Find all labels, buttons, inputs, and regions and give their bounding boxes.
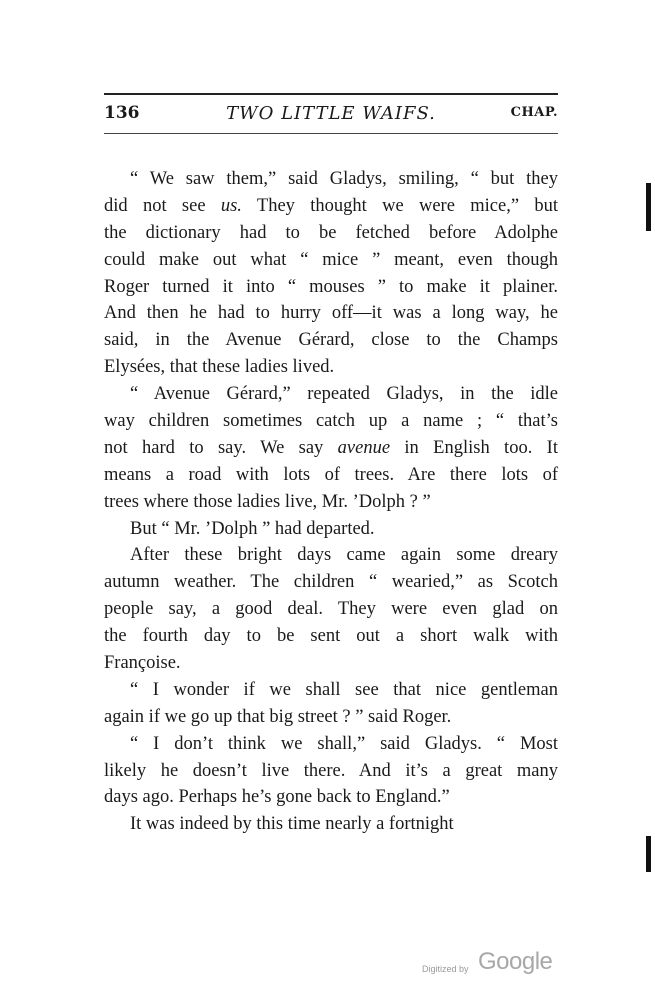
text-run: They thought we were mice,” but (241, 195, 558, 216)
text-line (104, 327, 558, 354)
text-run: “ I don’t think we shall,” said Gladys. “ Most (130, 733, 558, 754)
text-line (104, 623, 558, 650)
running-header (104, 103, 558, 129)
text-run: days ago. Perhaps he’s gone back to England.” (104, 787, 450, 808)
paragraph (104, 516, 558, 543)
header-rule-top (104, 93, 558, 95)
text-line (104, 542, 558, 569)
text-run: did not see (104, 195, 221, 216)
text-run: likely he doesn’t live there. And it’s a great many (104, 760, 558, 781)
text-run: Elysées, that these ladies lived. (104, 357, 335, 378)
text-run: Roger turned it into “ mouses ” to make it plainer. (104, 276, 558, 297)
text-run: “ We saw them,” said Gladys, smiling, “ but they (130, 169, 558, 189)
text-line (104, 462, 558, 489)
text-run: said, in the Avenue Gérard, close to the Champs (104, 330, 558, 351)
italic-text: avenue (337, 437, 391, 458)
text-line (104, 516, 558, 543)
text-line (104, 220, 558, 247)
text-line (104, 166, 558, 193)
text-run: the dictionary had to be fetched before Adolphe (104, 222, 558, 243)
text-run: But “ Mr. ’Dolph ” had departed. (130, 518, 375, 539)
text-line (104, 569, 558, 596)
body-text (104, 166, 558, 838)
text-run: could make out what “ mice ” meant, even though (104, 249, 558, 270)
text-line (104, 677, 558, 704)
paragraph (104, 677, 558, 731)
text-run: again if we go up that big street ? ” said Roger. (104, 706, 452, 727)
digitized-by-label: Digitized by (422, 964, 469, 974)
text-line (104, 247, 558, 274)
text-run: not hard to say. We say (104, 437, 338, 458)
text-run: “ I wonder if we shall see that nice gentleman (130, 679, 558, 700)
text-line (104, 300, 558, 327)
paragraph (104, 166, 558, 381)
text-line (104, 354, 558, 381)
text-line (104, 489, 558, 516)
text-run: autumn weather. The children “ wearied,” as Scotch (104, 572, 558, 593)
text-line (104, 650, 558, 677)
italic-text: us. (220, 195, 242, 216)
text-line (104, 811, 558, 838)
text-line (104, 784, 558, 811)
digitization-watermark (422, 948, 562, 978)
text-run: in English too. It (390, 437, 558, 458)
text-run: the fourth day to be sent out a short walk with (104, 626, 558, 647)
margin-mark (646, 183, 651, 231)
google-logo: Google (478, 948, 553, 975)
paragraph (104, 542, 558, 676)
text-run: “ Avenue Gérard,” repeated Gladys, in the idle (130, 384, 558, 405)
paragraph (104, 731, 558, 812)
text-line (104, 274, 558, 301)
header-rule-bottom (104, 133, 558, 134)
text-line (104, 435, 558, 462)
paragraph (104, 811, 558, 838)
running-title: TWO LITTLE WAIFS. (226, 103, 436, 124)
text-line (104, 731, 558, 758)
text-run: trees where those ladies live, Mr. ’Dolph ? ” (104, 491, 431, 512)
text-run: people say, a good deal. They were even glad on (104, 599, 558, 620)
chapter-label: CHAP. (510, 105, 558, 120)
text-line (104, 758, 558, 785)
text-line (104, 408, 558, 435)
text-run: And then he had to hurry off—it was a long way, he (104, 303, 558, 324)
text-run: It was indeed by this time nearly a fortnight (130, 814, 454, 835)
text-run: means a road with lots of trees. Are there lots of (104, 464, 558, 485)
page-number: 136 (104, 103, 140, 123)
text-line (104, 704, 558, 731)
text-run: way children sometimes catch up a name ; “ that’s (104, 411, 558, 432)
text-run: Françoise. (104, 653, 181, 674)
paragraph (104, 381, 558, 515)
text-run: After these bright days came again some dreary (130, 545, 558, 566)
text-line (104, 596, 558, 623)
text-line (104, 193, 558, 220)
text-line (104, 381, 558, 408)
margin-mark (646, 836, 651, 872)
